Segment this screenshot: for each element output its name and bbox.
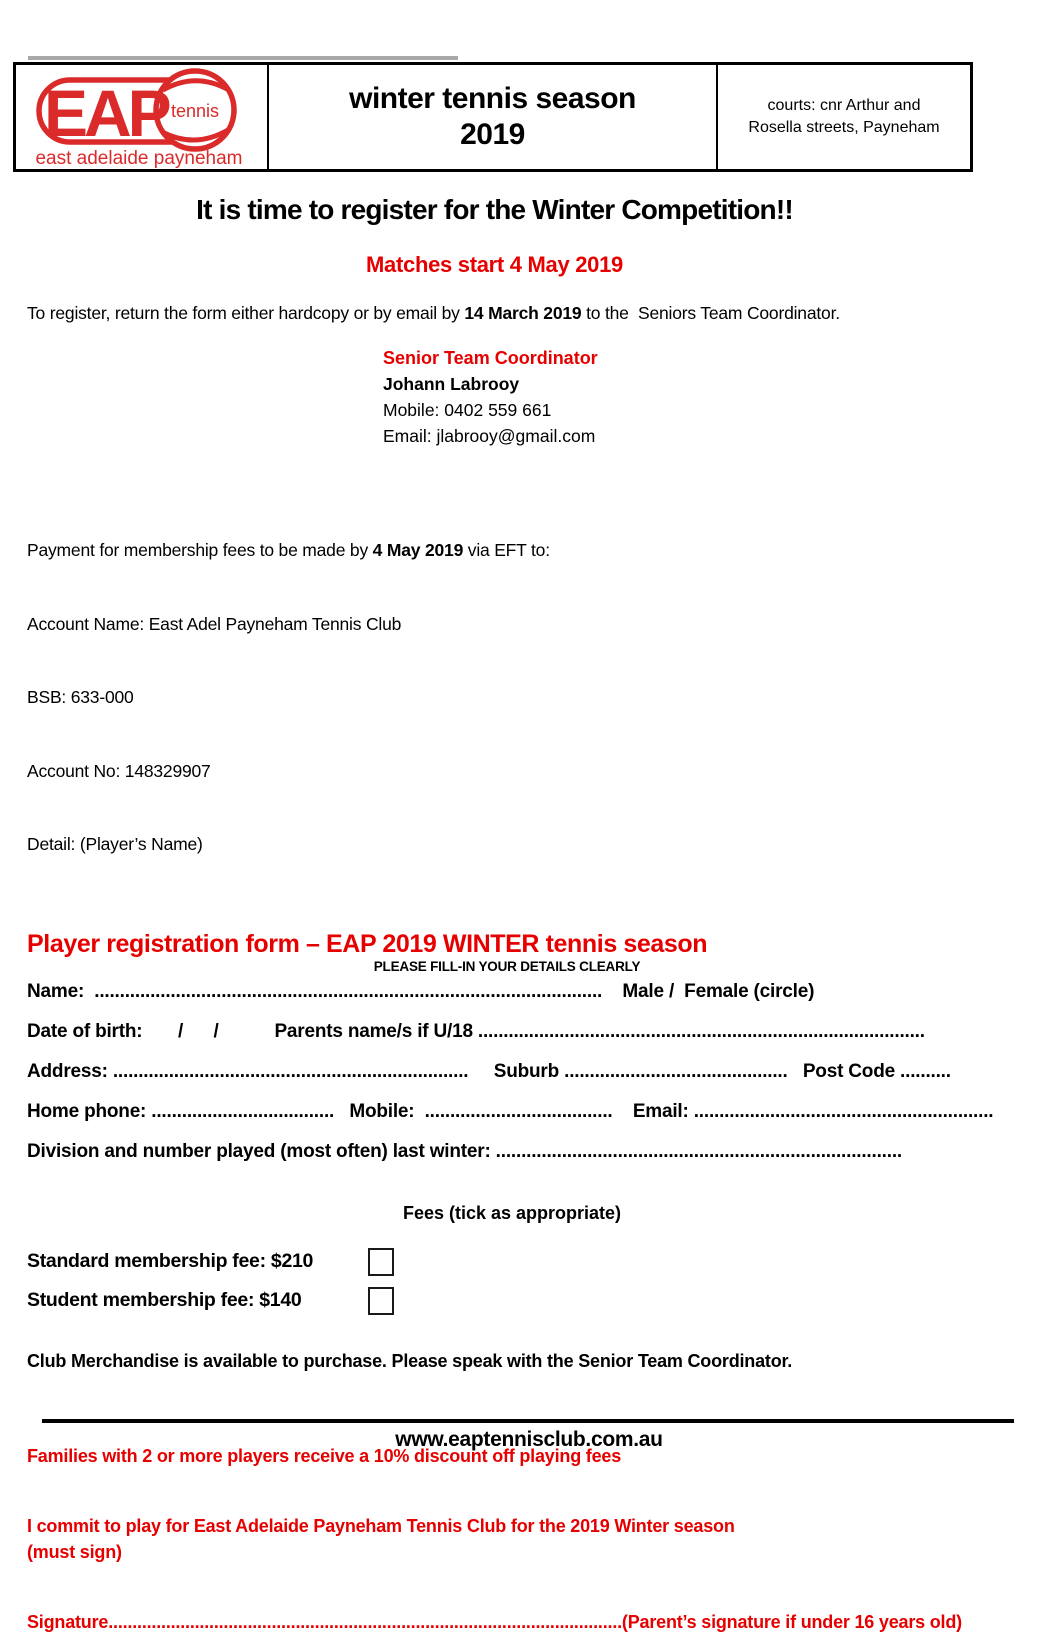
header-table — [13, 62, 973, 172]
payment-intro — [27, 538, 1031, 563]
register-instructions — [27, 303, 1031, 324]
payment-deadline: 4 May 2019 — [372, 540, 464, 560]
logo-ball-label: tennis — [170, 101, 219, 121]
standard-fee-checkbox[interactable] — [368, 1248, 394, 1276]
standard-fee-label: Standard membership fee: $210 — [27, 1250, 314, 1272]
coordinator-email: Email: jlabrooy@gmail.com — [383, 426, 596, 446]
payment-detail: Detail: (Player’s Name) — [27, 834, 203, 854]
courts-line1: courts: cnr Arthur and — [767, 97, 921, 114]
fee-row-student — [27, 1287, 1031, 1315]
coordinator-mobile: Mobile: 0402 559 661 — [383, 400, 552, 420]
payment-account-name: Account Name: East Adel Payneham Tennis Club — [27, 613, 402, 634]
register-headline: It is time to register for the Winter Competition!! — [196, 194, 793, 225]
club-logo-cell — [16, 65, 269, 169]
payment-block — [27, 489, 1031, 906]
signature-line: Signature...........................................................................................................(Parent’s signature if under 16 years old) — [27, 1611, 962, 1632]
register-instructions-post: to the Seniors Team Coordinator. — [581, 303, 840, 323]
register-deadline: 14 March 2019 — [464, 303, 582, 323]
coordinator-block — [383, 345, 1031, 449]
coordinator-name: Johann Labrooy — [383, 374, 520, 394]
commit-line1: I commit to play for East Adelaide Payneham Tennis Club for the 2019 Winter season — [27, 1515, 735, 1536]
payment-bsb: BSB: 633-000 — [27, 687, 134, 707]
form-heading: Player registration form – EAP 2019 WINTER tennis season — [27, 929, 708, 958]
logo-caption: east adelaide payneham — [34, 148, 243, 169]
club-logo-icon — [35, 65, 249, 169]
logo-acronym: EAP — [43, 76, 168, 150]
family-discount-note: Families with 2 or more players receive a 10% discount off playing fees — [27, 1445, 622, 1466]
form-subheading: PLEASE FILL-IN YOUR DETAILS CLEARLY — [373, 958, 641, 974]
merchandise-note: Club Merchandise is available to purchase. Please speak with the Senior Team Coordinator. — [27, 1350, 793, 1371]
matches-start-line: Matches start 4 May 2019 — [366, 252, 623, 277]
field-line-name: Name: .................................................................................................... Male / Female (circle) — [27, 980, 815, 1002]
scan-artifact — [28, 56, 458, 60]
field-line-contact: Home phone: .................................... Mobile: ..................................... Email: ........................................................... — [27, 1100, 994, 1122]
fees-heading: Fees (tick as appropriate) — [402, 1202, 622, 1223]
field-line-division: Division and number played (most often) last winter: ................................................................................ — [27, 1140, 902, 1162]
header-title-cell — [269, 65, 718, 169]
student-fee-label: Student membership fee: $140 — [27, 1289, 302, 1311]
commit-line2: (must sign) — [27, 1541, 122, 1562]
website-url: www.eaptennisclub.com.au — [395, 1428, 663, 1451]
season-title-line1: winter tennis season — [349, 82, 636, 115]
footer-divider — [42, 1419, 1014, 1423]
courts-address-cell — [718, 65, 970, 169]
courts-line2: Rosella streets, Payneham — [748, 119, 940, 136]
field-line-address: Address: ...................................................................... Suburb ............................................ Post Code .......... — [27, 1060, 951, 1082]
season-title-line2: 2019 — [460, 118, 525, 151]
commit-statement — [27, 1513, 1031, 1565]
document-body — [0, 172, 1058, 1633]
payment-intro-pre: Payment for membership fees to be made by — [27, 540, 373, 560]
fee-row-standard — [27, 1248, 1031, 1276]
payment-account-no: Account No: 148329907 — [27, 760, 211, 781]
coordinator-heading: Senior Team Coordinator — [383, 348, 598, 368]
student-fee-checkbox[interactable] — [368, 1287, 394, 1315]
register-instructions-pre: To register, return the form either hardcopy or by email by — [27, 303, 465, 323]
field-line-dob-parents: Date of birth: / / Parents name/s if U/18 ........................................................................................ — [27, 1020, 925, 1042]
payment-intro-post: via EFT to: — [463, 540, 550, 560]
